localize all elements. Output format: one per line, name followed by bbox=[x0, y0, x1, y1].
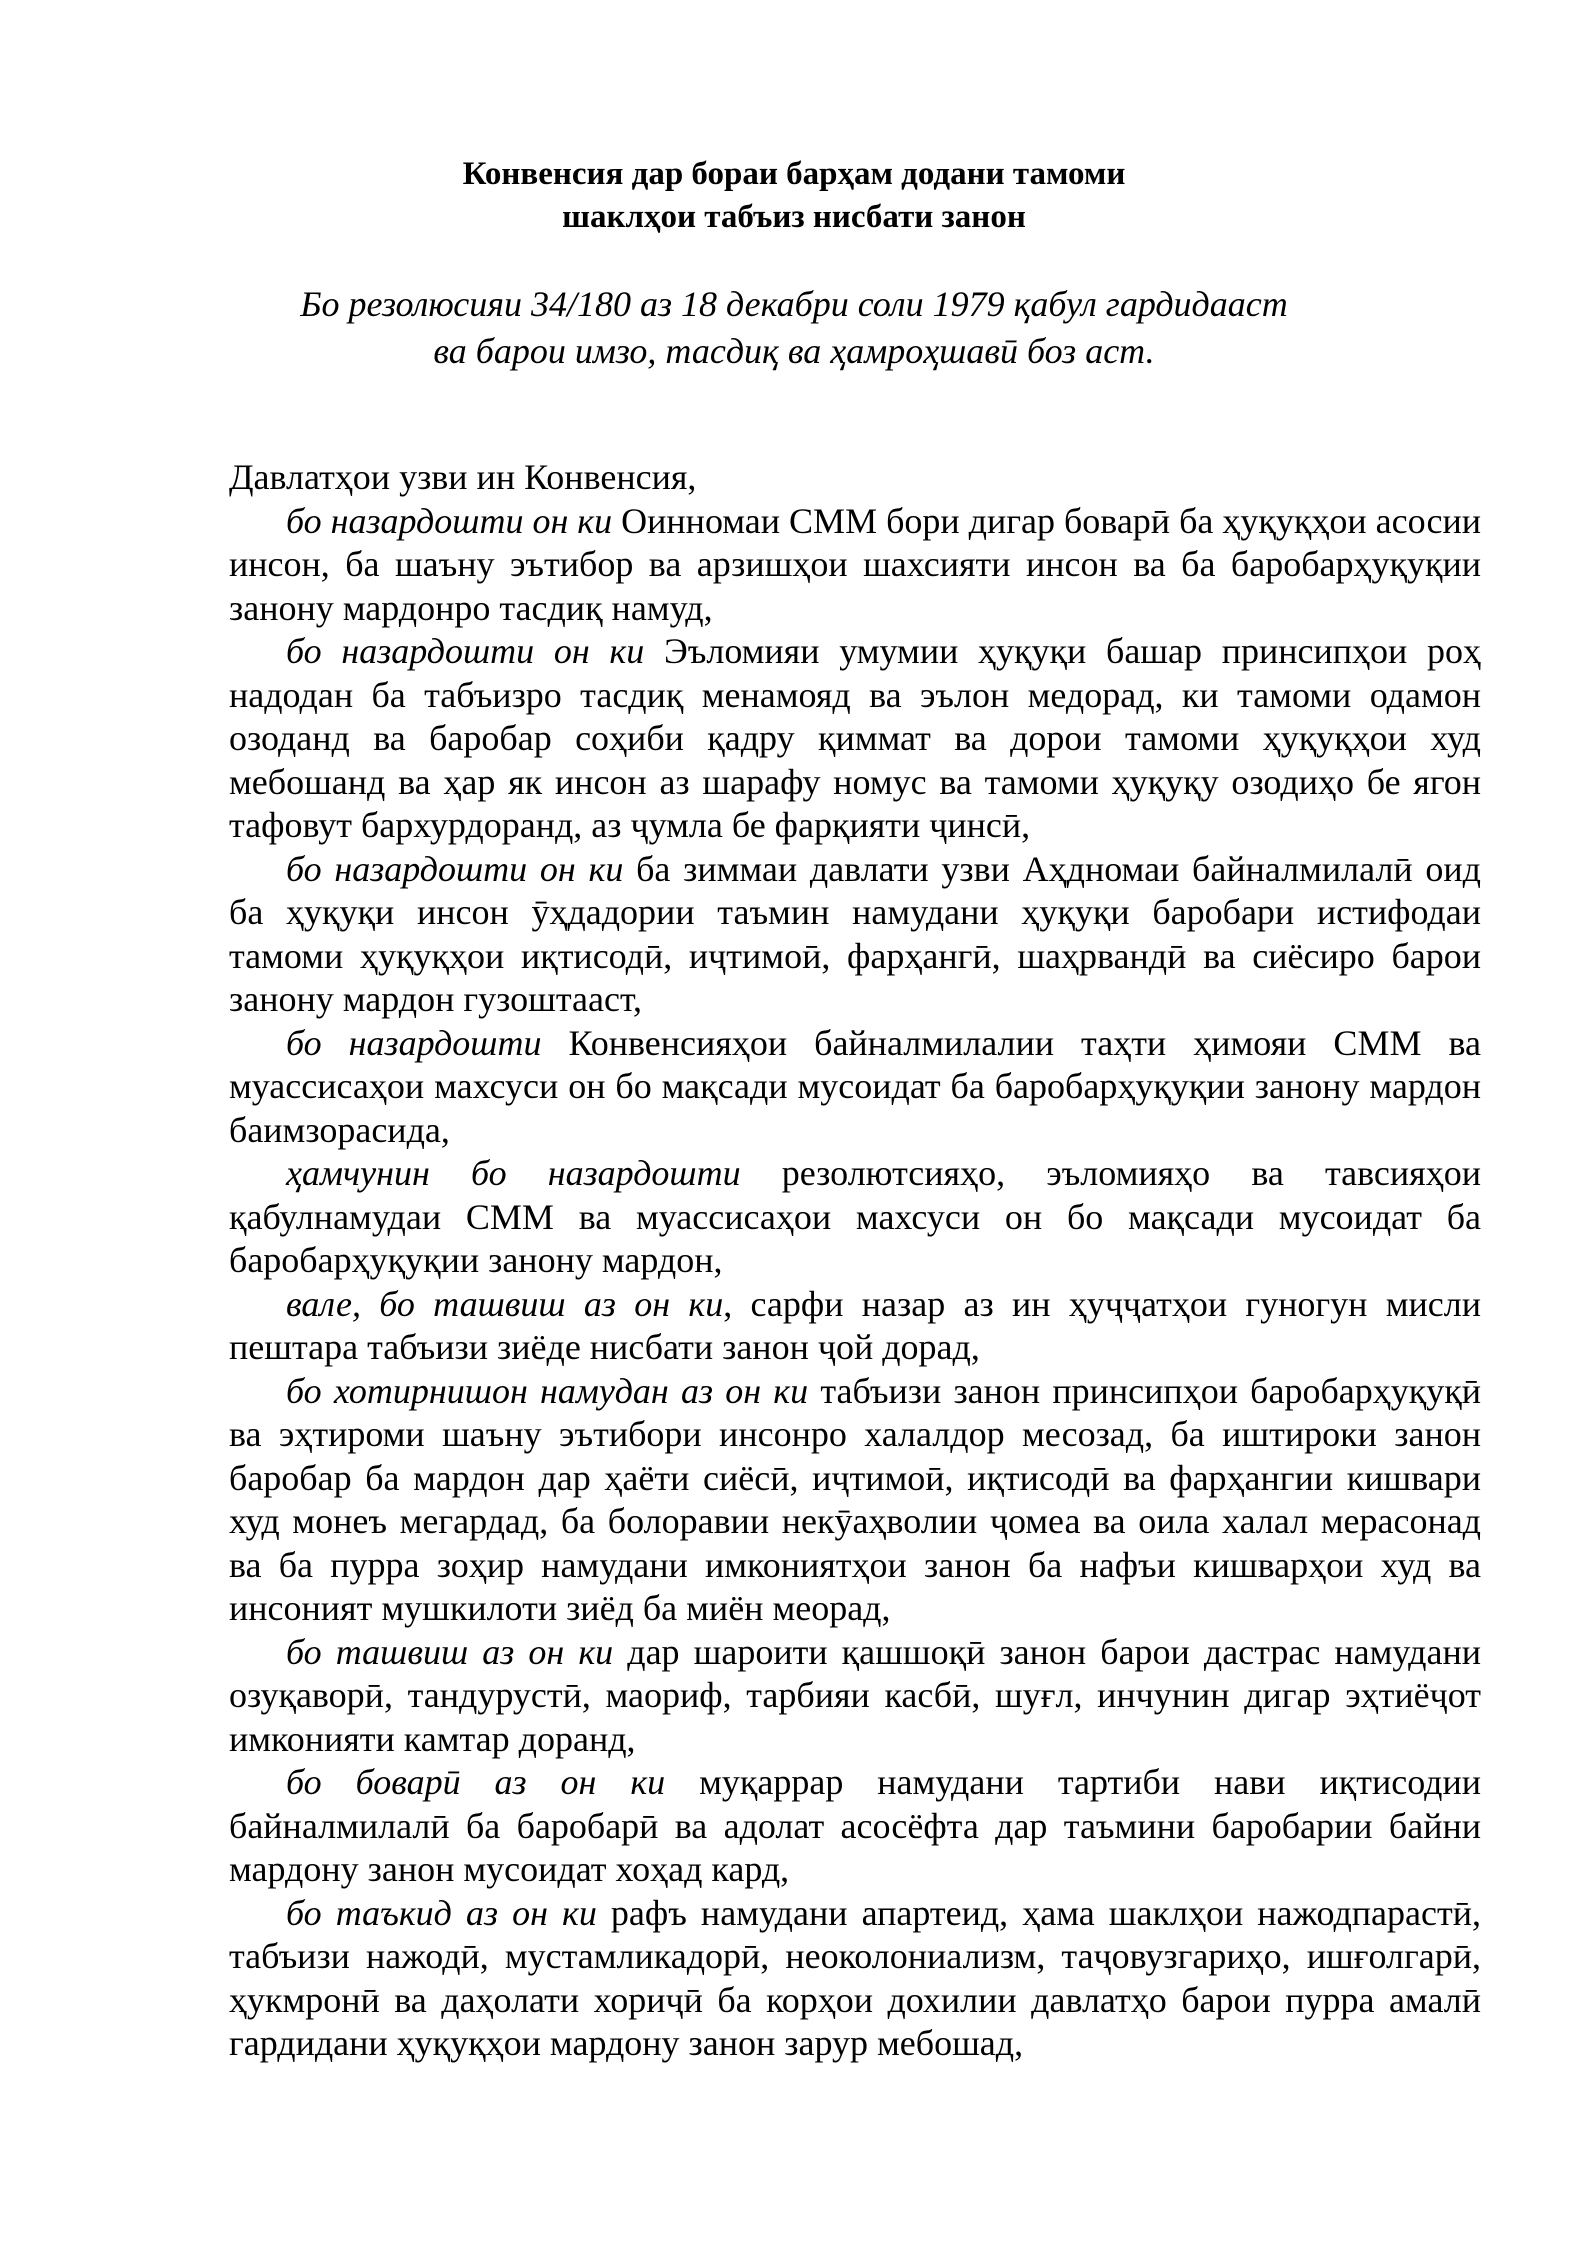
paragraph-text: табъизи занон принсипҳои баробарҳуқуқӣ ва эҳтироми шаъну эътибори инсонро халалдор месозад, ба иштироки занон баробар ба мардон дар ҳаёти сиёсӣ, иҷтимоӣ, иқтисодӣ ва фарҳангии кишвари худ монеъ мегардад, ба болоравии некӯаҳволии ҷомеа ва оила халал мерасонад ва ба пурра зоҳир намудани имкониятҳои занон ба нафъи кишварҳои худ ва инсоният мушкилоти зиёд ба миён меорад, bbox=[229, 1370, 1481, 1628]
title-line: шаклҳои табъиз нисбати занон bbox=[562, 199, 1026, 235]
paragraph-lead: ҳамчунин бо назардошти bbox=[286, 1153, 741, 1193]
paragraph-lead: бо назардошти он ки bbox=[286, 631, 645, 671]
paragraph-text: резолютсияҳо, эъломияҳо ва тавсияҳои қабулнамудаи СММ ва муассисаҳои махсуси он бо мақсади мусоидат ба баробарҳуқуқии занону мардон, bbox=[229, 1153, 1481, 1280]
paragraph-text: ба зиммаи давлати узви Аҳдномаи байналмилалӣ оид ба ҳуқуқи инсон ӯҳдадории таъмин намудани ҳуқуқи баробари истифодаи тамоми ҳуқуқҳои иқтисодӣ, иҷтимоӣ, фарҳангӣ, шаҳрвандӣ ва сиёсиро барои занону мардон гузоштааст, bbox=[229, 848, 1481, 1019]
paragraph-lead: бо хотирнишон намудан аз он ки bbox=[286, 1370, 809, 1411]
paragraph-lead: бо ташвиш аз он ки bbox=[286, 1631, 614, 1672]
paragraph-text: , сарфи назар аз ин ҳуҷҷатҳои гуногун мисли пештара табъизи зиёде нисбати занон ҷой дорад, bbox=[229, 1283, 1481, 1367]
paragraph-lead: бо назардошти он ки bbox=[286, 848, 624, 889]
paragraph-text: Эъломияи умумии ҳуқуқи башар принсипҳои роҳ надодан ба табъизро тасдиқ менамояд ва эълон медорад, ки тамоми одамон озоданд ва баробар соҳиби қадру қиммат ва дорои тамоми ҳуқуқҳои худ мебошанд ва ҳар як инсон аз шарафу номус ва тамоми ҳуқуқу озодиҳо бе ягон тафовут бархурдоранд, аз ҷумла бе фарқияти ҷинсӣ, bbox=[229, 631, 1481, 845]
opening-line: Давлатҳои узви ин Конвенсия, bbox=[229, 457, 697, 497]
paragraph-lead: бо боварӣ аз он ки bbox=[286, 1762, 666, 1802]
paragraph-text: муқаррар намудани тартиби нави иқтисодии байналмилалӣ ба баробарӣ ва адолат асосёфта дар таъмини баробарии байни мардону занон мусоидат хоҳад кард, bbox=[229, 1762, 1482, 1889]
subtitle-line: Бо резолюсияи 34/180 аз 18 декабри соли 1979 қабул гардидааст bbox=[300, 284, 1288, 324]
paragraph-lead: бо таъкид аз он ки bbox=[286, 1892, 597, 1933]
paragraph-lead: бо назардошти он ки bbox=[286, 500, 613, 541]
document-body bbox=[229, 456, 1481, 2066]
paragraph-text: Оинномаи СММ бори дигар боварӣ ба ҳуқуқҳои асосии инсон, ба шаъну эътибор ва арзишҳои шахсияти инсон ва ба баробарҳуқуқии занону мардонро тасдиқ намуд, bbox=[229, 500, 1481, 628]
preamble-paragraph bbox=[229, 1761, 1481, 1892]
preamble-paragraph bbox=[229, 500, 1481, 631]
preamble-paragraph bbox=[229, 1022, 1481, 1153]
paragraph-lead: бо назардошти bbox=[286, 1022, 542, 1063]
subtitle-line: ва барои имзо, тасдиқ ва ҳамроҳшавӣ боз аст. bbox=[433, 331, 1155, 371]
preamble-paragraph bbox=[229, 1631, 1481, 1762]
paragraph-lead: вале, бо ташвиш аз он ки bbox=[286, 1283, 724, 1324]
preamble-paragraph bbox=[229, 1283, 1481, 1370]
document-subtitle bbox=[0, 281, 1588, 375]
preamble-paragraph bbox=[229, 1370, 1481, 1631]
preamble-paragraph bbox=[229, 1152, 1481, 1283]
document-title bbox=[0, 153, 1588, 239]
preamble-paragraph bbox=[229, 848, 1481, 1022]
paragraph-text: дар шароити қашшоқӣ занон барои дастрас намудани озуқаворӣ, тандурустӣ, маориф, тарбияи касбӣ, шуғл, инчунин дигар эҳтиёҷот имконияти камтар доранд, bbox=[229, 1631, 1481, 1759]
preamble-paragraph bbox=[229, 1892, 1481, 2066]
paragraph-text: рафъ намудани апартеид, ҳама шаклҳои нажодпарастӣ, табъизи нажодӣ, мустамликадорӣ, неоколониализм, таҷовузгариҳо, ишғолгарӣ, ҳукмронӣ ва даҳолати хориҷӣ ба корҳои дохилии давлатҳо барои пурра амалӣ гардидани ҳуқуқҳои мардону занон зарур мебошад, bbox=[229, 1892, 1481, 2063]
preamble-paragraph bbox=[229, 630, 1481, 848]
paragraph-text: Конвенсияҳои байналмилалии таҳти ҳимояи СММ ва муассисаҳои махсуси он бо мақсади мусоидат ба баробарҳуқуқии занону мардон баимзорасида, bbox=[229, 1022, 1481, 1150]
title-line: Конвенсия дар бораи барҳам додани тамоми bbox=[462, 156, 1126, 192]
